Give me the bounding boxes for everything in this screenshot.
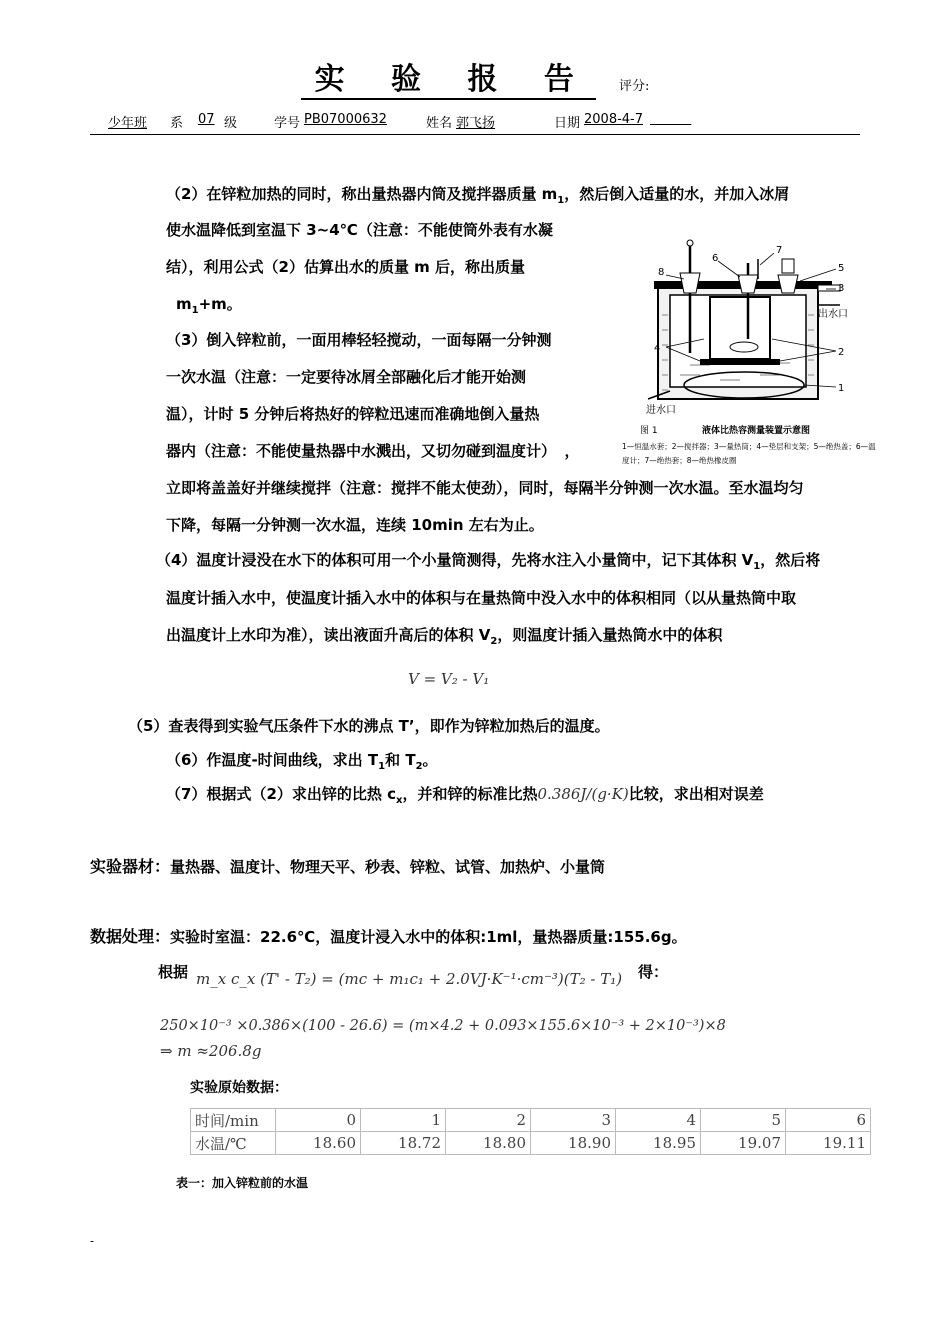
student-info-line [90, 110, 860, 135]
label-2: 2 [838, 347, 845, 358]
label-4: 4 [654, 343, 661, 354]
step2-line4: $m_1+m$。 [176, 295, 242, 316]
temp-cell: 18.95 [616, 1132, 701, 1155]
time-cell: 0 [276, 1109, 361, 1132]
step3-line3: 温），计时 5 分钟后将热好的锌粒迅速而准确地倒入量热 [166, 405, 540, 423]
label-5: 5 [838, 263, 845, 274]
result-equation: ⇒ m ≈206.8g [160, 1042, 262, 1060]
name-field: 郭飞扬 [456, 116, 496, 131]
equipment-label: 实验器材： [90, 857, 171, 876]
water-temp-table [190, 1108, 871, 1155]
name-label: 姓名 [426, 116, 453, 131]
label-6: 6 [712, 253, 719, 264]
step3-line6: 下降，每隔一分钟测一次水温，连续 10min 左右为止。 [166, 516, 544, 534]
report-title-block [0, 62, 950, 100]
student-id-field: PB07000632 [304, 112, 387, 127]
dept-label: 系 [170, 116, 184, 131]
zinc-specific-heat: 0.386J/(g·K) [537, 785, 629, 803]
substituted-equation: 250×10⁻³ ×0.386×(100 - 26.6) = (m×4.2 + 0.093×155.6×10⁻³ + 2×10⁻³)×8 [160, 1018, 726, 1034]
step3-line2: 一次水温（注意：一定要待冰屑全部融化后才能开始测 [166, 368, 527, 386]
inlet-label: 进水口 [646, 405, 676, 416]
temp-cell: 18.60 [276, 1132, 361, 1155]
step2-line2: 使水温降低到室温下 3~4℃（注意：不能使筒外表有水凝 [166, 221, 553, 239]
label-8: 8 [658, 267, 665, 278]
step4-line2: 温度计插入水中，使温度计插入水中的体积与在量热筒中没入水中的体积相同（以从量热筒中取 [166, 589, 797, 607]
calorimeter-figure [622, 235, 890, 475]
step3-line5: 立即将盖盖好并继续搅拌（注意：搅拌不能太使劲），同时，每隔半分钟测一次水温。至水温均匀 [166, 479, 804, 497]
date-label: 日期 [554, 116, 581, 131]
step4-line3: 出温度计上水印为准），读出液面升高后的体积 $V_2$，则温度计插入量热筒水中的体积 [166, 626, 723, 647]
step3-line4: 器内（注意：不能使量热器中水溅出，又切勿碰到温度计） ， [166, 442, 580, 460]
label-3: 3 [838, 283, 845, 294]
processing-text: 实验时室温：22.6℃，温度计浸入水中的体积:1ml，量热器质量:155.6g。 [170, 928, 687, 946]
raw-data-title: 实验原始数据： [190, 1080, 288, 1096]
figure-number: 图 1 [640, 426, 658, 436]
table-caption: 表一：加入锌粒前的水温 [176, 1176, 309, 1190]
processing-line [90, 924, 687, 947]
figure-caption: 液体比热容测量装置示意图 [702, 426, 811, 436]
year-field: 07 [198, 112, 215, 127]
footer-mark: - [90, 1234, 95, 1248]
temp-cell: 19.11 [786, 1132, 871, 1155]
time-cell: 2 [446, 1109, 531, 1132]
figure-legend-line1: 1—恒温水套；2—搅拌器；3—量热筒；4—垫层和支架；5—绝热盖；6—温 [622, 442, 876, 451]
temp-cell: 18.72 [361, 1132, 446, 1155]
temp-cell: 18.80 [446, 1132, 531, 1155]
specific-heat-equation: m_x c_x (T' - T₂) = (mc + m₁c₁ + 2.0VJ·K⁻¹·cm⁻³)(T₂ - T₁) [196, 970, 623, 988]
step2-line3: 结），利用公式（2）估算出水的质量 m 后，称出质量 [166, 258, 526, 276]
got-label: 得： [638, 963, 669, 981]
step6: （6）作温度-时间曲线，求出 $T_1$和 $T_2$。 [166, 751, 438, 772]
processing-label: 数据处理： [90, 927, 171, 946]
score-label: 评分: [619, 79, 650, 94]
id-label: 学号 [274, 116, 301, 131]
by-label: 根据 [158, 963, 189, 981]
step5: （5）查表得到实验气压条件下水的沸点 T’，即作为锌粒加热后的温度。 [128, 717, 610, 735]
time-header: 时间/min [191, 1109, 276, 1132]
temp-cell: 19.07 [701, 1132, 786, 1155]
time-cell: 4 [616, 1109, 701, 1132]
outlet-label: 出水口 [818, 309, 848, 320]
class-field: 少年班 [108, 116, 148, 131]
grade-label: 级 [224, 116, 238, 131]
date-field: 2008-4-7 [584, 112, 644, 127]
time-cell: 6 [786, 1109, 871, 1132]
equipment-text: 量热器、温度计、物理天平、秒表、锌粒、试管、加热炉、小量筒 [170, 858, 606, 876]
step3-line1: （3）倒入锌粒前，一面用棒轻轻搅动，一面每隔一分钟测 [166, 331, 552, 349]
temp-cell: 18.90 [531, 1132, 616, 1155]
equipment-line [90, 854, 605, 877]
time-cell: 5 [701, 1109, 786, 1132]
time-cell: 1 [361, 1109, 446, 1132]
step2-line1: （2）在锌粒加热的同时，称出量热器内筒及搅拌器质量 $m_1$，然后倒入适量的水，并加入冰屑 [166, 185, 790, 206]
figure-legend-line2: 度计；7—绝热套；8—绝热橡皮圈 [622, 456, 737, 465]
temp-header: 水温/℃ [191, 1132, 276, 1155]
label-1: 1 [838, 383, 845, 394]
label-7: 7 [776, 245, 783, 256]
time-cell: 3 [531, 1109, 616, 1132]
calorimeter-diagram [622, 235, 890, 475]
report-title: 实 验 报 告 [301, 62, 596, 100]
table-row-temp [191, 1132, 871, 1155]
step7: （7）根据式（2）求出锌的比热 $c_x$，并和锌的标准比热0.386J/(g·K)比较，求出相对误差 [166, 785, 764, 806]
step4-line1: （4）温度计浸没在水下的体积可用一个小量筒测得，先将水注入小量筒中，记下其体积 $V_1$，然后将 [156, 551, 821, 572]
volume-formula: V = V₂ - V₁ [408, 670, 490, 688]
table-row-time [191, 1109, 871, 1132]
